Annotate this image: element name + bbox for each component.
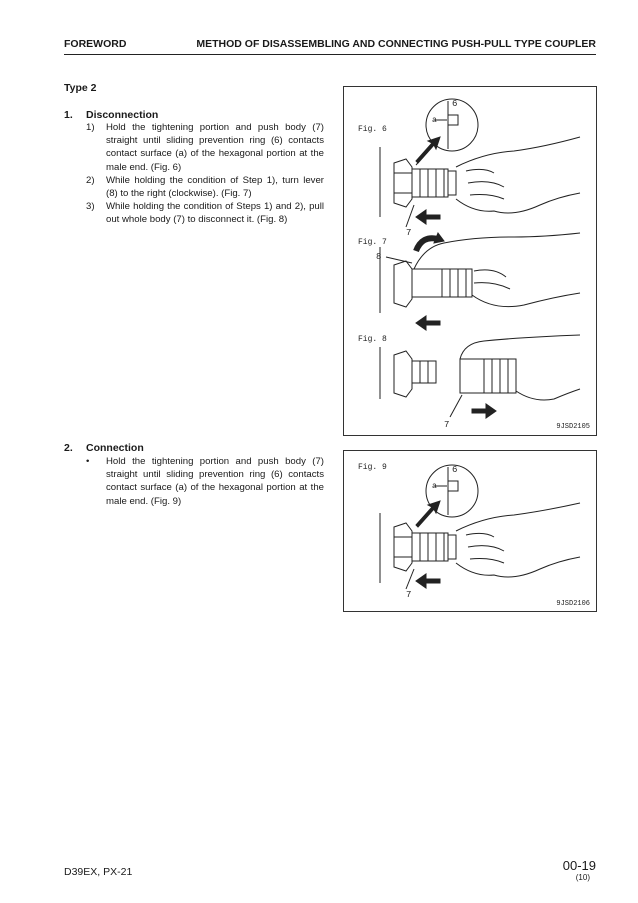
step-marker: 1) (86, 122, 95, 133)
step-text: Hold the tightening portion and push body (7) straight until sliding prevention ring (6) contacts contact surface (a) of the hexagonal portion at the male end. (Fig. 6) (106, 122, 324, 173)
footer-model: D39EX, PX-21 (64, 866, 133, 878)
callout-7b: 7 (444, 420, 450, 430)
figure-connection (343, 450, 597, 612)
fig7-label: Fig. 7 (358, 238, 387, 247)
disconnection-title: Disconnection (86, 109, 159, 121)
callout-8: 8 (376, 252, 382, 262)
step-text: While holding the condition of Step 1), turn lever (8) to the right (clockwise). (Fig. 7) (106, 174, 324, 200)
header-title: METHOD OF DISASSEMBLING AND CONNECTING PUSH-PULL TYPE COUPLER (196, 38, 596, 50)
disconnection-step (86, 200, 324, 226)
page-header (64, 38, 596, 55)
figure-disconnection (343, 86, 597, 436)
callout-7: 7 (406, 590, 412, 600)
callout-a: a (432, 116, 437, 125)
step-text: While holding the condition of Steps 1) and 2), pull out whole body (7) to disconnect it. (Fig. 8) (106, 201, 324, 226)
disconnection-steps (86, 121, 324, 227)
disconnection-step (86, 121, 324, 174)
callout-6: 6 (452, 465, 458, 475)
step-marker: • (86, 456, 90, 467)
fig9-label: Fig. 9 (358, 463, 387, 472)
disconnection-number: 1. (64, 109, 73, 121)
disconnection-illustration (344, 87, 596, 435)
revision-number: (10) (575, 873, 590, 882)
header-section: FOREWORD (64, 38, 127, 50)
connection-steps (86, 455, 324, 508)
callout-a: a (432, 482, 437, 491)
callout-7: 7 (406, 228, 412, 238)
type-title: Type 2 (64, 82, 97, 94)
figure-code: 9JSD2105 (556, 423, 590, 431)
step-marker: 2) (86, 174, 95, 186)
connection-title: Connection (86, 442, 144, 454)
fig6-label: Fig. 6 (358, 125, 387, 134)
disconnection-heading (64, 109, 158, 121)
connection-illustration (344, 451, 596, 611)
connection-heading (64, 442, 144, 454)
connection-step (86, 455, 324, 508)
figure-code: 9JSD2106 (556, 600, 590, 608)
connection-number: 2. (64, 442, 73, 454)
step-marker: 3) (86, 201, 95, 213)
page-number: 00-19 (562, 858, 596, 873)
disconnection-step (86, 174, 324, 200)
callout-6: 6 (452, 99, 458, 109)
step-text: Hold the tightening portion and push body (7) straight until sliding prevention ring (6) contacts contact surface (a) of the hexagonal portion at the male end. (Fig. 9) (106, 456, 324, 507)
fig8-label: Fig. 8 (358, 335, 387, 344)
